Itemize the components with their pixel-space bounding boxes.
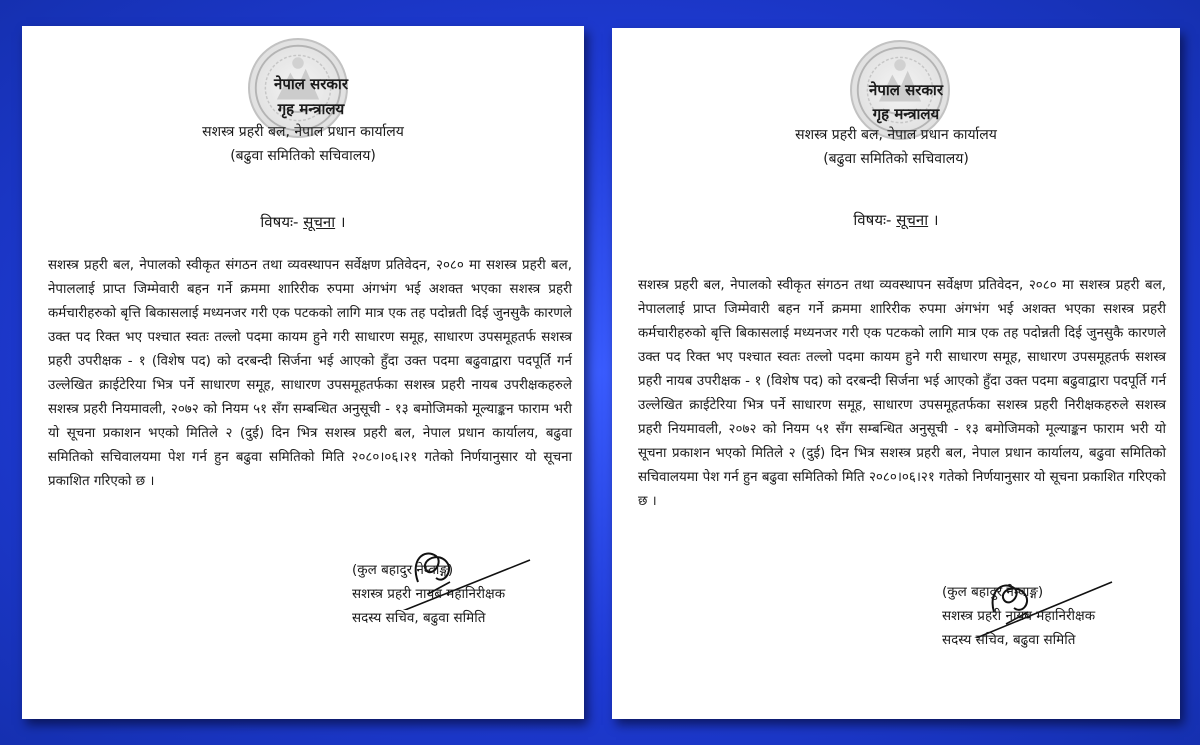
- header-secretariat: (बढुवा समितिको सचिवालय): [230, 148, 376, 164]
- signatory-role: सदस्य सचिव, बढुवा समिति: [942, 632, 1076, 648]
- subject-value: सूचना: [303, 213, 336, 231]
- notice-page-right: [612, 28, 1180, 719]
- notice-body: सशस्त्र प्रहरी बल, नेपालको स्वीकृत संगठन तथा व्यवस्थापन सर्वेक्षण प्रतिवेदन, २०८० मा सशस्त्र प्रहरी बल, नेपाललाई प्राप्त जिम्मेवारी बहन गर्ने क्रममा शारिरीक रुपमा अंगभंग भई अशक्त भएका सशस्त्र प्रहरी कर्मचारीहरुको बृत्ति बिकासलाई मध्यनजर गरी एक पटकको लागि मात्र एक तह पदोन्नती दिई जुनसुकै कारणले उक्त पद रिक्त भए पश्चात स्वतः तल्लो पदमा कायम हुने गरी साधारण समूह, साधारण उपसमूहतर्फ सशस्त्र प्रहरी नायब उपरीक्षक - १ (विशेष पद) को दरबन्दी सिर्जना भई आएको हुँदा उक्त पदमा बढुवाद्वारा पदपूर्ति गर्न उल्लेखित क्राईटेरिया भित्र पर्ने साधारण समूह, साधारण उपसमूहतर्फका सशस्त्र प्रहरी निरीक्षकहरुले सशस्त्र प्रहरी नियमावली, २०७२ को नियम ५१ सँग सम्बन्धित अनुसूची - १३ बमोजिमको मूल्याङ्कन फाराम भरी यो सूचना प्रकाशन भएको मितिले २ (दुई) दिन भित्र सशस्त्र प्रहरी बल, नेपाल प्रधान कार्यालय, बढुवा समितिको सचिवालयमा पेश गर्न हुन बढुवा समितिको मिति २०८०।०६।२१ गतेको निर्णयानुसार यो सूचना प्रकाशित गरिएको छ ।: [638, 278, 1166, 509]
- notice-body: सशस्त्र प्रहरी बल, नेपालको स्वीकृत संगठन तथा व्यवस्थापन सर्वेक्षण प्रतिवेदन, २०८० मा सशस्त्र प्रहरी बल, नेपाललाई प्राप्त जिम्मेवारी बहन गर्ने क्रममा शारिरीक रुपमा अंगभंग भई अशक्त भएका सशस्त्र प्रहरी कर्मचारीहरुको बृत्ति बिकासलाई मध्यनजर गरी एक पटकको लागि मात्र एक तह पदोन्नती दिई जुनसुकै कारणले उक्त पद रिक्त भए पश्चात स्वतः तल्लो पदमा कायम हुने गरी साधारण समूह, साधारण उपसमूहतर्फ सशस्त्र प्रहरी उपरीक्षक - १ (विशेष पद) को दरबन्दी सिर्जना भई आएको हुँदा उक्त पदमा बढुवाद्वारा पदपूर्ति गर्न उल्लेखित क्राईटेरिया भित्र पर्ने साधारण समूह, साधारण उपसमूहतर्फका सशस्त्र प्रहरी नायब उपरीक्षकहरुले सशस्त्र प्रहरी नियमावली, २०७२ को नियम ५१ सँग सम्बन्धित अनुसूची - १३ बमोजिमको मूल्याङ्कन फाराम भरी यो सूचना प्रकाशन भएको मितिले २ (दुई) दिन भित्र सशस्त्र प्रहरी बल, नेपाल प्रधान कार्यालय, बढुवा समितिको सचिवालयमा पेश गर्न हुन बढुवा समितिको मिति २०८०।०६।२१ गतेको निर्णयानुसार यो सूचना प्रकाशित गरिएको छ ।: [48, 258, 572, 489]
- header-secretariat: (बढुवा समितिको सचिवालय): [823, 151, 969, 167]
- signature-block: [942, 582, 1095, 654]
- notice-subject: [22, 212, 584, 232]
- subject-end: ।: [928, 211, 939, 229]
- notice-subject: [612, 210, 1180, 230]
- signatory-title: सशस्त्र प्रहरी नायब महानिरीक्षक: [942, 608, 1096, 624]
- signatory-role: सदस्य सचिव, बढुवा समिति: [352, 610, 486, 626]
- subject-label: विषयः-: [853, 211, 897, 229]
- header-office: सशस्त्र प्रहरी बल, नेपाल प्रधान कार्यालय: [795, 127, 997, 143]
- subject-end: ।: [335, 213, 346, 231]
- header-government: नेपाल सरकार: [869, 81, 943, 99]
- signatory-name: (कुल बहादुर नेम्वाङ्ग): [352, 562, 454, 578]
- signature-block: [352, 560, 505, 632]
- header-ministry: गृह मन्त्रालय: [277, 100, 345, 118]
- header-government: नेपाल सरकार: [274, 75, 348, 93]
- subject-label: विषयः-: [260, 213, 304, 231]
- subject-value: सूचना: [896, 211, 929, 229]
- signatory-name: (कुल बहादुर नेम्वाङ्ग): [942, 584, 1044, 600]
- notice-page-left: [22, 26, 584, 719]
- header-office: सशस्त्र प्रहरी बल, नेपाल प्रधान कार्यालय: [202, 124, 404, 140]
- signatory-title: सशस्त्र प्रहरी नायब महानिरीक्षक: [352, 586, 506, 602]
- header-ministry: गृह मन्त्रालय: [872, 105, 940, 123]
